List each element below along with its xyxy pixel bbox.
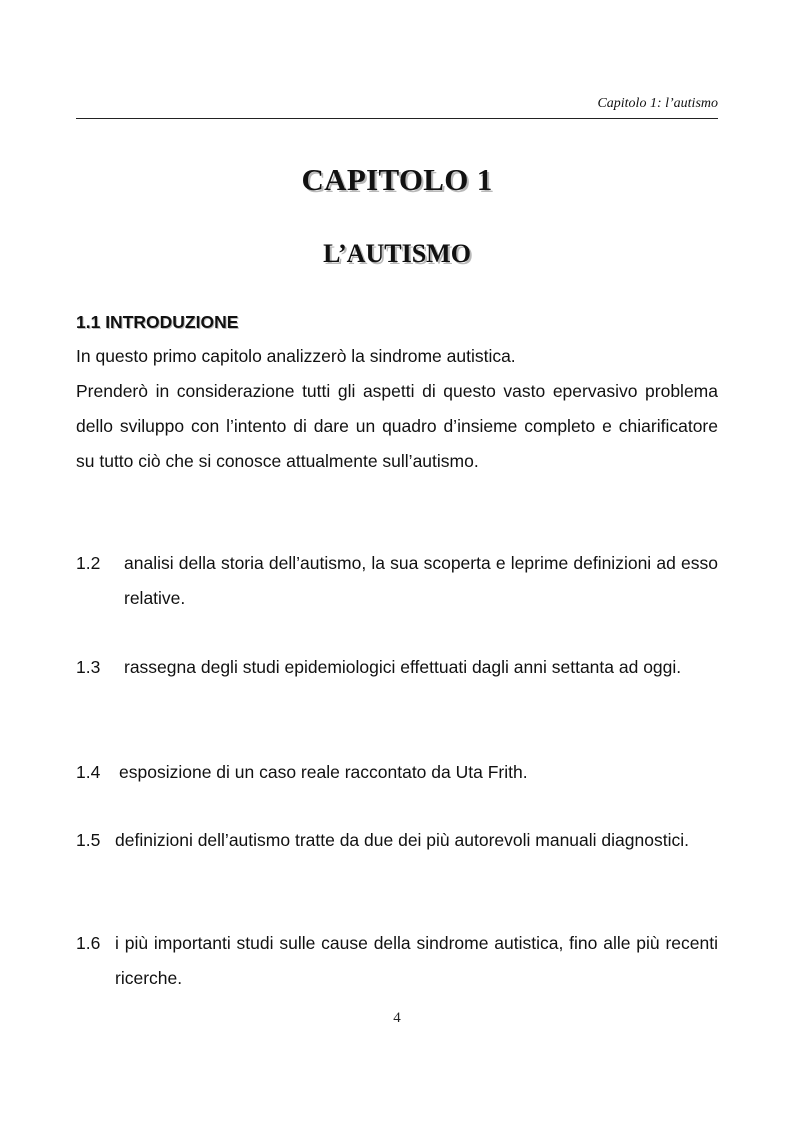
list-item-text: definizioni dell’autismo tratte da due dei più autorevoli manuali diagnostici.	[115, 830, 689, 850]
list-item-number: 1.4	[76, 762, 101, 782]
chapter-title: CAPITOLO 1	[301, 162, 493, 197]
chapter-subtitle: L’AUTISMO	[323, 239, 471, 268]
list-item-text: rassegna degli studi epidemiologici effettuati dagli anni settanta ad oggi.	[124, 657, 682, 677]
list-item-number: 1.5	[76, 830, 101, 850]
intro-line: In questo primo capitolo analizzerò la sindrome autistica.	[76, 346, 516, 366]
list-item	[76, 650, 718, 685]
intro-paragraph: Prenderò in considerazione tutti gli aspetti di questo vasto epervasivo problema dello sviluppo con l’intento di dare un quadro d’insieme completo e chiarificatore su tutto ciò che si conosce attualmente sull’autismo.	[76, 381, 718, 471]
list-item	[76, 546, 718, 616]
list-item-number: 1.2	[76, 553, 101, 573]
list-item-number: 1.3	[76, 657, 101, 677]
section-heading: 1.1 INTRODUZIONE	[76, 312, 239, 332]
list-item-text: i più importanti studi sulle cause della sindrome autistica, fino alle più recenti ricerche.	[115, 933, 718, 988]
list-item	[76, 926, 718, 996]
running-header: Capitolo 1: l’autismo	[597, 96, 718, 111]
list-item-text: analisi della storia dell’autismo, la sua scoperta e leprime definizioni ad esso relative.	[124, 553, 718, 608]
header-rule	[76, 118, 718, 119]
list-item-number: 1.6	[76, 933, 101, 953]
list-item-text: esposizione di un caso reale raccontato da Uta Frith.	[119, 762, 528, 782]
list-item	[76, 755, 718, 790]
page-number: 4	[393, 1010, 401, 1026]
list-item	[76, 823, 718, 858]
